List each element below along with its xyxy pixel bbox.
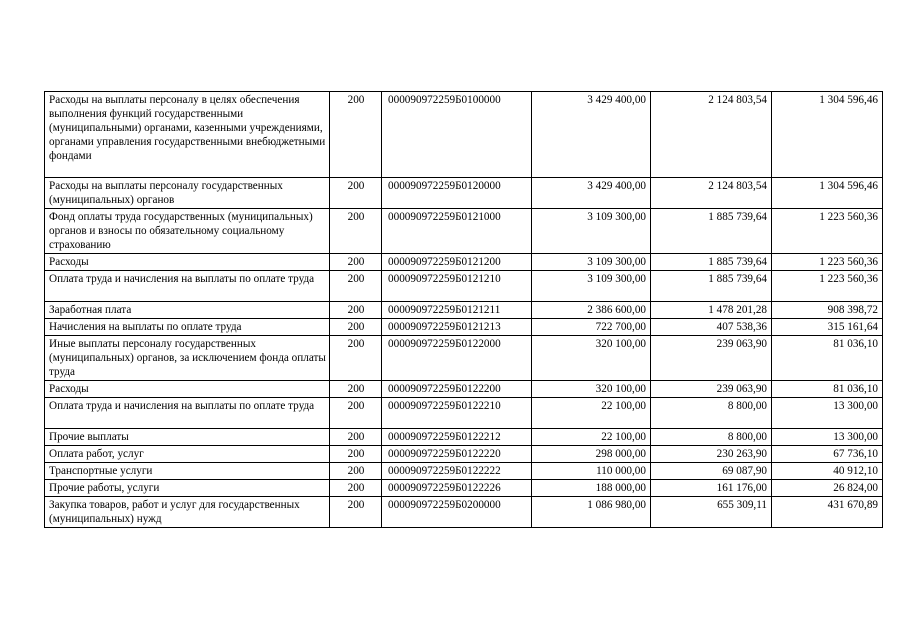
table-row xyxy=(45,254,883,271)
row-line-code: 200 xyxy=(330,319,382,336)
row-unexecuted: 26 824,00 xyxy=(772,480,883,497)
budget-execution-table xyxy=(44,91,883,528)
table-row xyxy=(45,336,883,381)
row-unexecuted: 1 223 560,36 xyxy=(772,209,883,254)
row-budget-code: 000090972259Б0122210 xyxy=(382,398,532,429)
row-unexecuted: 81 036,10 xyxy=(772,336,883,381)
row-unexecuted: 81 036,10 xyxy=(772,381,883,398)
row-line-code: 200 xyxy=(330,398,382,429)
row-name: Расходы на выплаты персоналу государственных (муниципальных) органов xyxy=(45,178,330,209)
table-row xyxy=(45,446,883,463)
row-line-code: 200 xyxy=(330,480,382,497)
row-unexecuted: 1 304 596,46 xyxy=(772,178,883,209)
row-approved: 22 100,00 xyxy=(532,398,651,429)
row-approved: 3 429 400,00 xyxy=(532,178,651,209)
row-budget-code: 000090972259Б0122212 xyxy=(382,429,532,446)
row-executed: 239 063,90 xyxy=(651,336,772,381)
row-budget-code: 000090972259Б0100000 xyxy=(382,92,532,178)
row-approved: 722 700,00 xyxy=(532,319,651,336)
row-name: Расходы на выплаты персоналу в целях обеспечения выполнения функций государственными (муниципальными) органами, казенными учреждениями, органами управления государственными внебюджетными фондами xyxy=(45,92,330,178)
row-unexecuted: 908 398,72 xyxy=(772,302,883,319)
row-name: Расходы xyxy=(45,381,330,398)
row-line-code: 200 xyxy=(330,271,382,302)
row-unexecuted: 13 300,00 xyxy=(772,398,883,429)
table-row xyxy=(45,178,883,209)
row-unexecuted: 67 736,10 xyxy=(772,446,883,463)
row-executed: 2 124 803,54 xyxy=(651,178,772,209)
row-executed: 8 800,00 xyxy=(651,429,772,446)
row-executed: 407 538,36 xyxy=(651,319,772,336)
row-name: Оплата труда и начисления на выплаты по оплате труда xyxy=(45,271,330,302)
row-budget-code: 000090972259Б0122000 xyxy=(382,336,532,381)
row-executed: 8 800,00 xyxy=(651,398,772,429)
row-name: Заработная плата xyxy=(45,302,330,319)
row-executed: 1 885 739,64 xyxy=(651,209,772,254)
row-approved: 110 000,00 xyxy=(532,463,651,480)
row-budget-code: 000090972259Б0122226 xyxy=(382,480,532,497)
row-line-code: 200 xyxy=(330,381,382,398)
row-executed: 69 087,90 xyxy=(651,463,772,480)
row-approved: 320 100,00 xyxy=(532,381,651,398)
row-unexecuted: 315 161,64 xyxy=(772,319,883,336)
row-approved: 22 100,00 xyxy=(532,429,651,446)
row-name: Прочие выплаты xyxy=(45,429,330,446)
table-row xyxy=(45,302,883,319)
row-approved: 1 086 980,00 xyxy=(532,497,651,528)
row-budget-code: 000090972259Б0122220 xyxy=(382,446,532,463)
row-approved: 2 386 600,00 xyxy=(532,302,651,319)
row-approved: 3 109 300,00 xyxy=(532,209,651,254)
row-approved: 3 109 300,00 xyxy=(532,254,651,271)
row-line-code: 200 xyxy=(330,497,382,528)
row-name: Закупка товаров, работ и услуг для государственных (муниципальных) нужд xyxy=(45,497,330,528)
table-row xyxy=(45,463,883,480)
row-name: Прочие работы, услуги xyxy=(45,480,330,497)
row-line-code: 200 xyxy=(330,254,382,271)
row-executed: 161 176,00 xyxy=(651,480,772,497)
row-name: Фонд оплаты труда государственных (муниципальных) органов и взносы по обязательному социальному страхованию xyxy=(45,209,330,254)
row-budget-code: 000090972259Б0120000 xyxy=(382,178,532,209)
row-budget-code: 000090972259Б0121210 xyxy=(382,271,532,302)
table-row xyxy=(45,319,883,336)
table-row xyxy=(45,429,883,446)
row-approved: 3 429 400,00 xyxy=(532,92,651,178)
row-line-code: 200 xyxy=(330,302,382,319)
row-unexecuted: 1 223 560,36 xyxy=(772,271,883,302)
row-line-code: 200 xyxy=(330,209,382,254)
row-line-code: 200 xyxy=(330,429,382,446)
row-approved: 188 000,00 xyxy=(532,480,651,497)
row-line-code: 200 xyxy=(330,92,382,178)
table-row xyxy=(45,497,883,528)
row-budget-code: 000090972259Б0121211 xyxy=(382,302,532,319)
row-name: Транспортные услуги xyxy=(45,463,330,480)
row-approved: 320 100,00 xyxy=(532,336,651,381)
row-budget-code: 000090972259Б0200000 xyxy=(382,497,532,528)
row-unexecuted: 431 670,89 xyxy=(772,497,883,528)
row-line-code: 200 xyxy=(330,178,382,209)
row-line-code: 200 xyxy=(330,463,382,480)
table-row xyxy=(45,271,883,302)
row-approved: 298 000,00 xyxy=(532,446,651,463)
row-executed: 655 309,11 xyxy=(651,497,772,528)
row-executed: 1 885 739,64 xyxy=(651,271,772,302)
row-unexecuted: 1 304 596,46 xyxy=(772,92,883,178)
row-budget-code: 000090972259Б0121000 xyxy=(382,209,532,254)
row-name: Расходы xyxy=(45,254,330,271)
row-unexecuted: 40 912,10 xyxy=(772,463,883,480)
row-line-code: 200 xyxy=(330,446,382,463)
table-row xyxy=(45,480,883,497)
table-row xyxy=(45,398,883,429)
table-row xyxy=(45,381,883,398)
row-name: Оплата работ, услуг xyxy=(45,446,330,463)
table-row xyxy=(45,209,883,254)
row-budget-code: 000090972259Б0122222 xyxy=(382,463,532,480)
row-line-code: 200 xyxy=(330,336,382,381)
row-unexecuted: 1 223 560,36 xyxy=(772,254,883,271)
row-executed: 2 124 803,54 xyxy=(651,92,772,178)
row-executed: 230 263,90 xyxy=(651,446,772,463)
row-approved: 3 109 300,00 xyxy=(532,271,651,302)
row-name: Иные выплаты персоналу государственных (муниципальных) органов, за исключением фонда оплаты труда xyxy=(45,336,330,381)
row-budget-code: 000090972259Б0122200 xyxy=(382,381,532,398)
row-executed: 1 478 201,28 xyxy=(651,302,772,319)
row-name: Начисления на выплаты по оплате труда xyxy=(45,319,330,336)
row-budget-code: 000090972259Б0121213 xyxy=(382,319,532,336)
row-executed: 1 885 739,64 xyxy=(651,254,772,271)
row-name: Оплата труда и начисления на выплаты по оплате труда xyxy=(45,398,330,429)
row-budget-code: 000090972259Б0121200 xyxy=(382,254,532,271)
table-row xyxy=(45,92,883,178)
row-unexecuted: 13 300,00 xyxy=(772,429,883,446)
row-executed: 239 063,90 xyxy=(651,381,772,398)
